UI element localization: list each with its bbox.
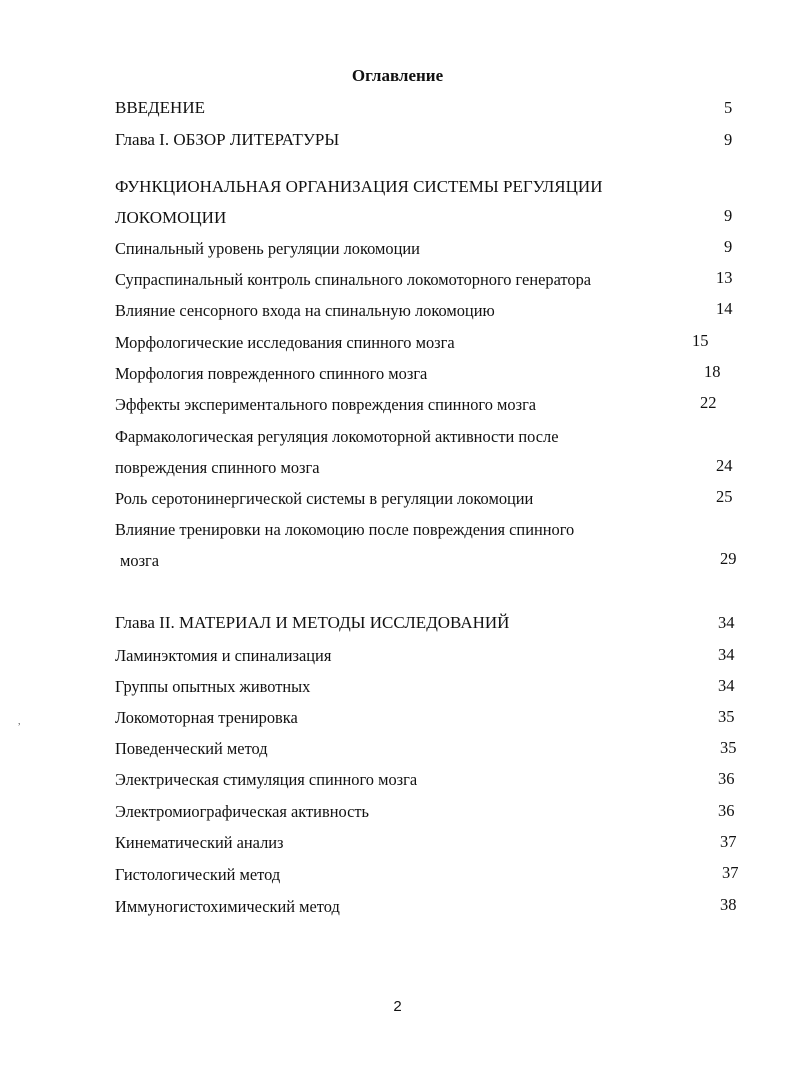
- toc-entry-text: Электрическая стимуляция спинного мозга: [115, 770, 418, 789]
- toc-entry-text: Поведенческий метод: [115, 739, 268, 758]
- toc-entry-text: Группы опытных животных: [115, 677, 311, 696]
- toc-entry-page: 9: [724, 237, 733, 256]
- toc-entry-page: 36: [718, 769, 735, 788]
- toc-entry-text: Гистологический метод: [115, 865, 281, 884]
- toc-entry-page: 15: [692, 331, 709, 350]
- toc-entry-page: 14: [716, 299, 733, 318]
- toc-entry-page: 36: [718, 801, 735, 820]
- toc-entry-text-cont: мозга: [120, 551, 160, 570]
- toc-entry-page: 34: [718, 613, 735, 632]
- toc-entry-text: Морфология поврежденного спинного мозга: [115, 364, 428, 383]
- toc-entry-text: Глава II. МАТЕРИАЛ И МЕТОДЫ ИССЛЕДОВАНИЙ: [115, 613, 510, 632]
- toc-entry-text: Спинальный уровень регуляции локомоции: [115, 239, 420, 258]
- toc-entry-text: Эффекты экспериментального повреждения спинного мозга: [115, 395, 537, 414]
- toc-entry-text: Ламинэктомия и спинализация: [115, 646, 332, 665]
- toc-entry-page: 5: [724, 98, 733, 117]
- toc-entry-text-cont: ЛОКОМОЦИИ: [115, 208, 227, 227]
- toc-entry-text: Влияние сенсорного входа на спинальную локомоцию: [115, 301, 495, 320]
- toc-entry-page: 22: [700, 393, 717, 412]
- toc-entry-page: 29: [720, 549, 737, 568]
- toc-entry-text: Морфологические исследования спинного мозга: [115, 333, 455, 352]
- toc-entry-text: Супраспинальный контроль спинального локомоторного генератора: [115, 270, 592, 289]
- toc-entry-text: Фармакологическая регуляция локомоторной активности после: [115, 427, 559, 446]
- toc-entry-text: Кинематический анализ: [115, 833, 284, 852]
- page-number: 2: [393, 998, 402, 1015]
- toc-entry-page: 9: [724, 130, 733, 149]
- toc-entry-text: ВВЕДЕНИЕ: [115, 98, 205, 117]
- toc-entry-text: Локомоторная тренировка: [115, 708, 298, 727]
- toc-entry-text-cont: повреждения спинного мозга: [115, 458, 320, 477]
- toc-entry-page: 24: [716, 456, 733, 475]
- scan-speck: ,: [18, 716, 21, 727]
- toc-entry-page: 35: [718, 707, 735, 726]
- toc-entry-text: Влияние тренировки на локомоцию после повреждения спинного: [115, 520, 575, 539]
- toc-entry-page: 37: [722, 863, 739, 882]
- toc-entry-text: ФУНКЦИОНАЛЬНАЯ ОРГАНИЗАЦИЯ СИСТЕМЫ РЕГУЛЯЦИИ: [115, 177, 603, 196]
- toc-entry-text: Роль серотонинергической системы в регуляции локомоции: [115, 489, 534, 508]
- toc-entry-page: 35: [720, 738, 737, 757]
- toc-entry-page: 34: [718, 645, 735, 664]
- toc-entry-text: Электромиографическая активность: [115, 802, 369, 821]
- toc-entry-text: Глава I. ОБЗОР ЛИТЕРАТУРЫ: [115, 130, 340, 149]
- toc-entry-page: 25: [716, 487, 733, 506]
- toc-entry-page: 37: [720, 832, 737, 851]
- toc-entry-page: 18: [704, 362, 721, 381]
- toc-entry-text: Иммуногистохимический метод: [115, 897, 340, 916]
- toc-title: Оглавление: [351, 66, 444, 85]
- toc-entry-page: 9: [724, 206, 733, 225]
- toc-entry-page: 13: [716, 268, 733, 287]
- toc-entry-page: 38: [720, 895, 737, 914]
- toc-entry-page: 34: [718, 676, 735, 695]
